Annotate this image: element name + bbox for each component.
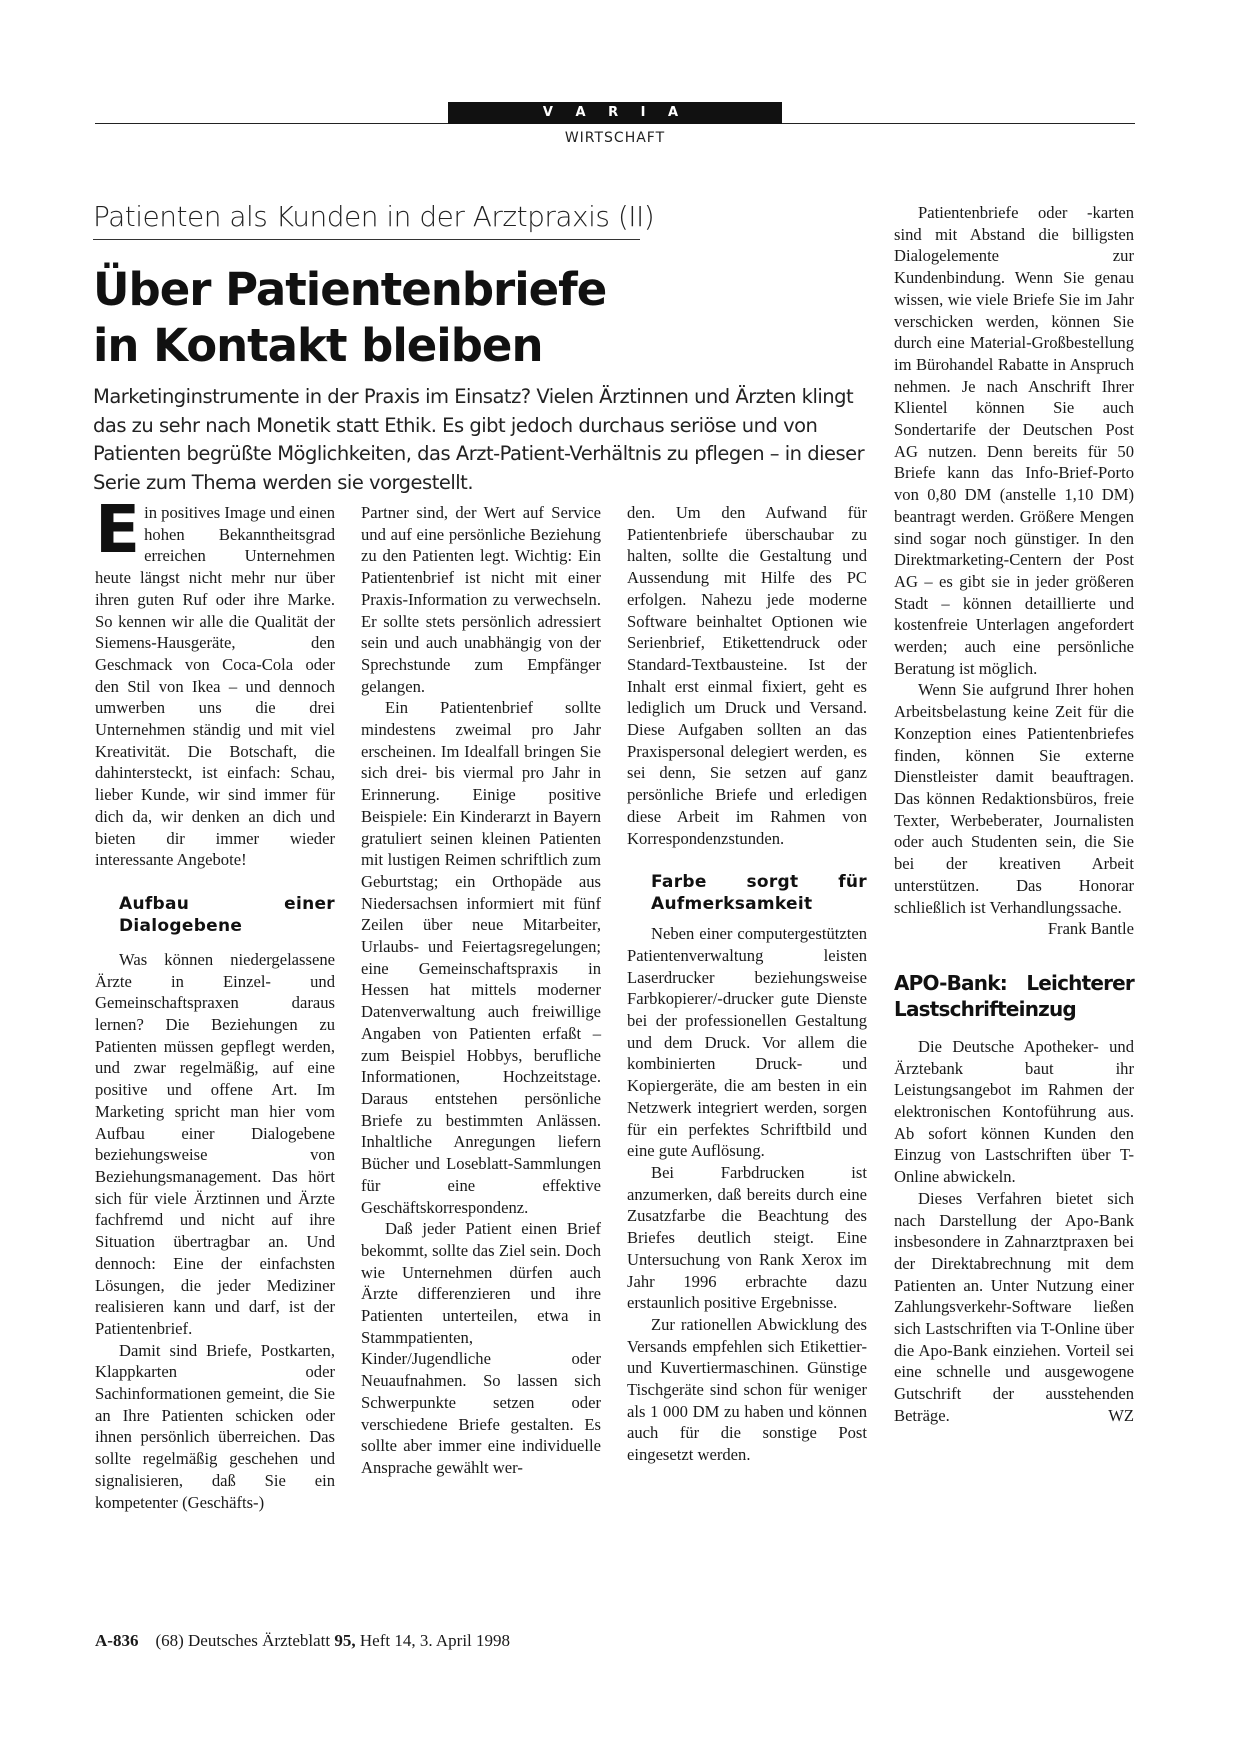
sidebar-paragraph: Die Deutsche Apotheker- und Ärztebank baut ihr Leistungsangebot im Rahmen der elektronischen Kontoführung aus. Ab sofort können Kunden den Einzug von Lastschriften über T-Online abwickeln.: [894, 1036, 1134, 1187]
footer-issue: Heft 14, 3. April 1998: [355, 1631, 511, 1650]
volume-number: 95,: [334, 1631, 356, 1650]
body-paragraph: Daß jeder Patient einen Brief bekommt, sollte das Ziel sein. Doch wie Unternehmen dürfen auch Ärzte differenzieren und ihre Patienten unterteilen, etwa in Stammpatienten, Kinder/Jugendliche oder Neuaufnahmen. So lassen sich Schwerpunkte setzen oder verschiedene Briefe gestalten. Es sollte aber immer eine individuelle Ansprache gewählt wer-: [361, 1219, 601, 1477]
sidebar-author: WZ: [1108, 1405, 1134, 1425]
subheading: Aufbau einer Dialogebene: [119, 893, 335, 936]
paragraph-text: in positives Image und einen hohen Bekanntheitsgrad erreichen Unternehmen heute längst nicht mehr nur über ihren guten Ruf oder ihre Marke. So kennen wir alle die Qualität der Siemens-Hausgeräte, den Geschmack von Coca-Cola oder den Stil von Ikea – und dennoch umwerben uns die drei Unternehmen ständig und mit viel Kreativität. Die Botschaft, die dahintersteckt, ist einfach: Schau, lieber Kunde, wir sind immer für dich da, wir denken an dich und bieten dir immer wieder interessante Angebote!: [95, 503, 335, 870]
body-paragraph: Was können niedergelassene Ärzte in Einzel- und Gemeinschaftspraxen daraus lernen? Die Beziehungen zu Patienten müssen gepflegt werden, und zwar regelmäßig, auf eine positive und offene Art. Im Marketing spricht man hier vom Aufbau einer Dialogebene beziehungsweise von Beziehungsmanagement. Das hört sich für viele Ärztinnen und Ärzte fachfremd und nicht auf ihre Situation übertragbar an. Und dennoch: Eine der einfachsten Lösungen, die jeder Mediziner realisieren kann und darf, ist der Patientenbrief.: [95, 949, 335, 1338]
drop-cap: E: [95, 491, 141, 568]
article-lead: Marketinginstrumente in der Praxis im Einsatz? Vielen Ärztinnen und Ärzten klingt das zu sehr nach Monetik statt Ethik. Es gibt jedoch durchaus seriöse und von Patienten begrüßte Möglichkeiten, das Arzt-Patient-Verhältnis zu pflegen – in dieser Serie zum Thema werden sie vorgestellt.: [93, 385, 865, 494]
headline-line-1: Über Patientenbriefe: [93, 263, 607, 316]
kicker-underline: [93, 239, 640, 240]
article-kicker: Patienten als Kunden in der Arztpraxis (II): [93, 200, 655, 233]
body-paragraph: Patientenbriefe oder -karten sind mit Abstand die billigsten Dialogelemente zur Kundenbindung. Wenn Sie genau wissen, wie viele Briefe Sie im Jahr verschicken werden, können Sie durch eine Material-Großbestellung im Bürohandel Rabatte in Anspruch nehmen. Je nach Anschrift Ihrer Klientel können Sie auch Sondertarife der Deutschen Post AG nutzen. Denn bereits für 50 Briefe kann das Info-Brief-Porto von 0,80 DM (anstelle 1,10 DM) beantragt werden. Größere Mengen sind sogar noch günstiger. In den Direktmarketing-Centern der Post AG – es gibt sie in jeder größeren Stadt – können detaillierte und kostenfreie Unterlagen angefordert werden; auch eine persönliche Beratung ist möglich.: [894, 203, 1134, 678]
headline-line-2: in Kontakt bleiben: [93, 319, 543, 372]
body-paragraph: den. Um den Aufwand für Patientenbriefe überschaubar zu halten, sollte die Gestaltung und Aussendung mit Hilfe des PC erfolgen. Nahezu jede moderne Software beinhaltet Optionen wie Serienbrief, Etikettendruck oder Standard-Textbausteine. Ist der Inhalt erst einmal fixiert, geht es lediglich um Druck und Versand. Diese Aufgaben sollten an das Praxispersonal delegiert werden, es sei denn, Sie setzen auf ganz persönliche Briefe und erledigen diese Arbeit im Rahmen von Korrespondenzstunden.: [627, 503, 867, 848]
footer-text: (68) Deutsches Ärzteblatt: [155, 1631, 335, 1650]
sidebar-headline: APO-Bank: Leichterer Lastschrifteinzug: [894, 970, 1134, 1021]
body-paragraph: Partner sind, der Wert auf Service und auf eine persönliche Beziehung zu den Patienten legt. Wichtig: Ein Patientenbrief ist nicht mit einer Praxis-Information zu verwechseln. Er sollte stets persönlich adressiert sein und auch unabhängig von der Sprechstunde zum Empfänger gelangen.: [361, 503, 601, 696]
subheading: Farbe sorgt für Aufmerksamkeit: [651, 872, 867, 915]
body-paragraph: [95, 491, 335, 871]
page-footer: [95, 1631, 510, 1651]
column-1: [95, 491, 335, 1513]
column-4: [894, 202, 1134, 1427]
column-2: [361, 502, 601, 1479]
body-paragraph: Damit sind Briefe, Postkarten, Klappkarten oder Sachinformationen gemeint, die Sie an Ihre Patienten schicken oder ihnen persönlich überreichen. Das sollte regelmäßig geschehen und signalisieren, daß Sie ein kompetenter (Geschäfts-): [95, 1340, 335, 1512]
paragraph-text: Dieses Verfahren bietet sich nach Darstellung der Apo-Bank insbesondere in Zahnarztpraxen bei der Direktabrechnung mit dem Patienten an. Unter Nutzung einer Zahlungsverkehr-Software ließen sich Lastschriften via T-Online über die Apo-Bank einziehen. Vorteil sei eine schnelle und ausgewogene Gutschrift der ausstehenden Beträge.: [894, 1188, 1134, 1425]
body-paragraph: Ein Patientenbrief sollte mindestens zweimal pro Jahr erscheinen. Im Idealfall bringen Sie sich drei- bis viermal pro Jahr in Erinnerung. Einige positive Beispiele: Ein Kinderarzt in Bayern gratuliert seinen kleinen Patienten mit lustigen Reimen schriftlich zum Geburtstag; ein Orthopäde aus Niedersachsen informiert mit fünf Zeilen über neue Mitarbeiter, Urlaubs- und Feiertagsregelungen; eine Gemeinschaftspraxis in Hessen hat mittels moderner Datenverwaltung auch freiwillige Angaben von Patienten erfaßt – zum Beispiel Hobbys, berufliche Informationen, Hochzeitstage. Daraus entstehen persönliche Briefe zu bestimmten Anlässen. Inhaltliche Anregungen liefern Bücher und Loseblatt-Sammlungen für eine effektive Geschäftskorrespondenz.: [361, 698, 601, 1217]
paragraph-text: Wenn Sie aufgrund Ihrer hohen Arbeitsbelastung keine Zeit für die Konzeption eines Patientenbriefes finden, können Sie externe Dienstleister damit beauftragen. Das können Redaktionsbüros, freie Texter, Werbeberater, Journalisten oder auch Studenten sein, die Sie bei der kreativen Arbeit unterstützen. Das Honorar schließlich ist Verhandlungssache.: [894, 680, 1134, 917]
subsection-label: WIRTSCHAFT: [564, 130, 666, 146]
body-paragraph: Zur rationellen Abwicklung des Versands empfehlen sich Etikettier- und Kuvertiermaschinen. Günstige Tischgeräte sind schon für weniger als 1 000 DM zu haben und können auch für die sonstige Post eingesetzt werden.: [627, 1314, 867, 1465]
body-paragraph: [894, 679, 1134, 939]
sidebar-paragraph: [894, 1188, 1134, 1427]
author-signature: Frank Bantle: [1047, 919, 1134, 939]
article-headline: [93, 262, 733, 374]
section-banner: V A R I A: [448, 102, 782, 124]
body-paragraph: Neben einer computergestützten Patientenverwaltung leisten Laserdrucker beziehungsweise Farbkopierer/-drucker gute Dienste bei der professionellen Gestaltung und dem Druck. Vor allem die kombinierten Druck- und Kopiergeräte, die am besten in ein Netzwerk integriert werden, sorgen für ein perfektes Schriftbild und eine gute Auflösung.: [627, 924, 867, 1161]
body-paragraph: Bei Farbdrucken ist anzumerken, daß bereits durch eine Zusatzfarbe die Beachtung des Briefes deutlich steigt. Eine Untersuchung von Rank Xerox im Jahr 1996 erbrachte dazu erstaunlich positive Ergebnisse.: [627, 1162, 867, 1313]
column-3: [627, 502, 867, 1466]
page-code: A-836: [95, 1631, 139, 1650]
